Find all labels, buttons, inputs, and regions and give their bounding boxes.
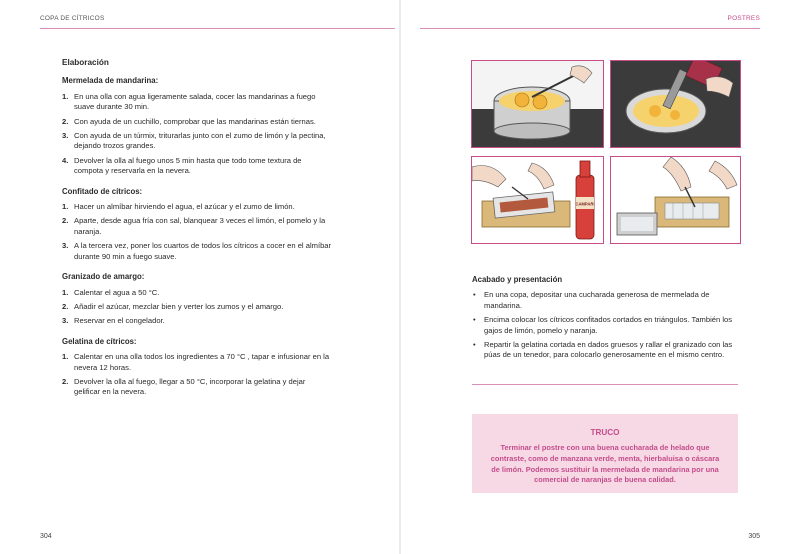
- acabado-title: Acabado y presentación: [472, 275, 563, 284]
- step-text: Con ayuda de un cuchillo, comprobar que las mandarinas están tiernas.: [74, 116, 316, 126]
- step-item: [62, 216, 332, 237]
- step-item: [62, 352, 332, 373]
- step-number: 2.: [62, 301, 69, 311]
- running-header-left: COPA DE CÍTRICOS: [40, 15, 105, 22]
- elaboracion-title: Elaboración: [62, 58, 109, 67]
- step-text: Aparte, desde agua fría con sal, blanquear 3 veces el limón, el pomelo y la naranja.: [74, 216, 326, 236]
- section-title-granizado: Granizado de amargo:: [62, 272, 145, 282]
- bullet-icon: •: [473, 315, 476, 325]
- step-item: [62, 202, 332, 212]
- step-text: Devolver la olla al fuego unos 5 min hasta que todo tome textura de compota y reservarla en la nevera.: [74, 155, 302, 176]
- step-text: A la tercera vez, poner los cuartos de todos los cítricos a cocer en el almíbar durante 90 min a fuego suave.: [74, 241, 332, 261]
- step-number: 1.: [62, 202, 69, 212]
- running-header-right: POSTRES: [727, 15, 760, 22]
- page-number-right: 305: [748, 533, 760, 540]
- step-item: [62, 131, 332, 152]
- book-gutter: [399, 0, 401, 554]
- steps-granizado: [62, 288, 332, 327]
- step-number: 2.: [62, 216, 69, 226]
- step-number: 2.: [62, 376, 69, 386]
- step-text: Reservar en el congelador.: [74, 316, 165, 326]
- step-number: 3.: [62, 241, 69, 251]
- steps-confitado: [62, 202, 332, 262]
- step-item: [62, 377, 332, 398]
- step-text: Calentar el agua a 50 °C.: [74, 287, 160, 297]
- step-number: 1.: [62, 352, 69, 362]
- step-number: 3.: [62, 316, 69, 326]
- list-item-text: Repartir la gelatina cortada en dados gruesos y rallar el granizado con las púas de un tenedor, para colocarlo generosamente en el mismo centro.: [484, 340, 733, 360]
- list-item: [472, 315, 742, 336]
- steps-mermelada: [62, 92, 332, 177]
- bottle-label: CAMPARI: [575, 201, 595, 207]
- page-number-left: 304: [40, 533, 52, 540]
- step-text: Añadir el azúcar, mezclar bien y verter los zumos y el amargo.: [74, 301, 284, 311]
- illustration-cutting-citrus-and-bottle: [471, 156, 604, 244]
- step-number: 1.: [62, 287, 69, 297]
- section-title-confitado: Confitado de cítricos:: [62, 186, 143, 196]
- step-text: Calentar en una olla todos los ingredientes a 70 °C , tapar e infusionar en la nevera 12 horas.: [74, 352, 330, 372]
- elaboracion-column: [62, 58, 332, 402]
- illustration-blending-mandarins: [610, 60, 741, 148]
- step-text: Devolver la olla al fuego, llegar a 50 °C, incorporar la gelatina y dejar gelificar en la nevera.: [74, 376, 306, 397]
- header-rule-left: [40, 28, 395, 29]
- step-text: Hacer un almíbar hirviendo el agua, el azúcar y el zumo de limón.: [74, 202, 295, 212]
- step-item: [62, 302, 332, 312]
- bullet-icon: •: [473, 290, 476, 300]
- step-text: Con ayuda de un túrmix, triturarlas junto con el zumo de limón y la pectina, dejando trozos grandes.: [74, 131, 326, 151]
- step-number: 3.: [62, 131, 69, 141]
- list-item: [472, 340, 742, 361]
- acabado-list: [472, 290, 742, 360]
- step-item: [62, 117, 332, 127]
- illustration-pot-with-mandarins: [471, 60, 604, 148]
- bullet-icon: •: [473, 340, 476, 350]
- tip-title: TRUCO: [590, 428, 620, 437]
- step-item: [62, 288, 332, 298]
- step-item: [62, 92, 332, 113]
- tip-box: [472, 414, 738, 493]
- section-divider: [472, 384, 738, 385]
- section-title-mermelada: Mermelada de mandarina:: [62, 76, 159, 86]
- list-item: [472, 290, 742, 311]
- step-text: En una olla con agua ligeramente salada, cocer las mandarinas a fuego suave durante 30 min.: [74, 91, 316, 112]
- acabado-column: [472, 270, 742, 365]
- step-number: 4.: [62, 155, 69, 165]
- list-item-text: Encima colocar los cítricos confitados cortados en triángulos. También los gajos de limón, pomelo y naranja.: [484, 315, 733, 335]
- list-item-text: En una copa, depositar una cucharada generosa de mermelada de mandarina.: [484, 290, 710, 310]
- steps-gelatina: [62, 352, 332, 398]
- illustration-cutting-gelatin: [610, 156, 741, 244]
- header-rule-right: [420, 28, 760, 29]
- section-title-gelatina: Gelatina de cítricos:: [62, 336, 137, 346]
- step-item: [62, 316, 332, 326]
- step-number: 1.: [62, 91, 69, 101]
- step-number: 2.: [62, 116, 69, 126]
- step-item: [62, 156, 332, 177]
- step-item: [62, 241, 332, 262]
- tip-text: Terminar el postre con una buena cucharada de helado que contraste, como de manzana verde, menta, hierbaluisa o cáscara de limón. Podemos sustituir la mermelada de mandarina por una comercial de naranjas de buena calidad.: [490, 443, 720, 485]
